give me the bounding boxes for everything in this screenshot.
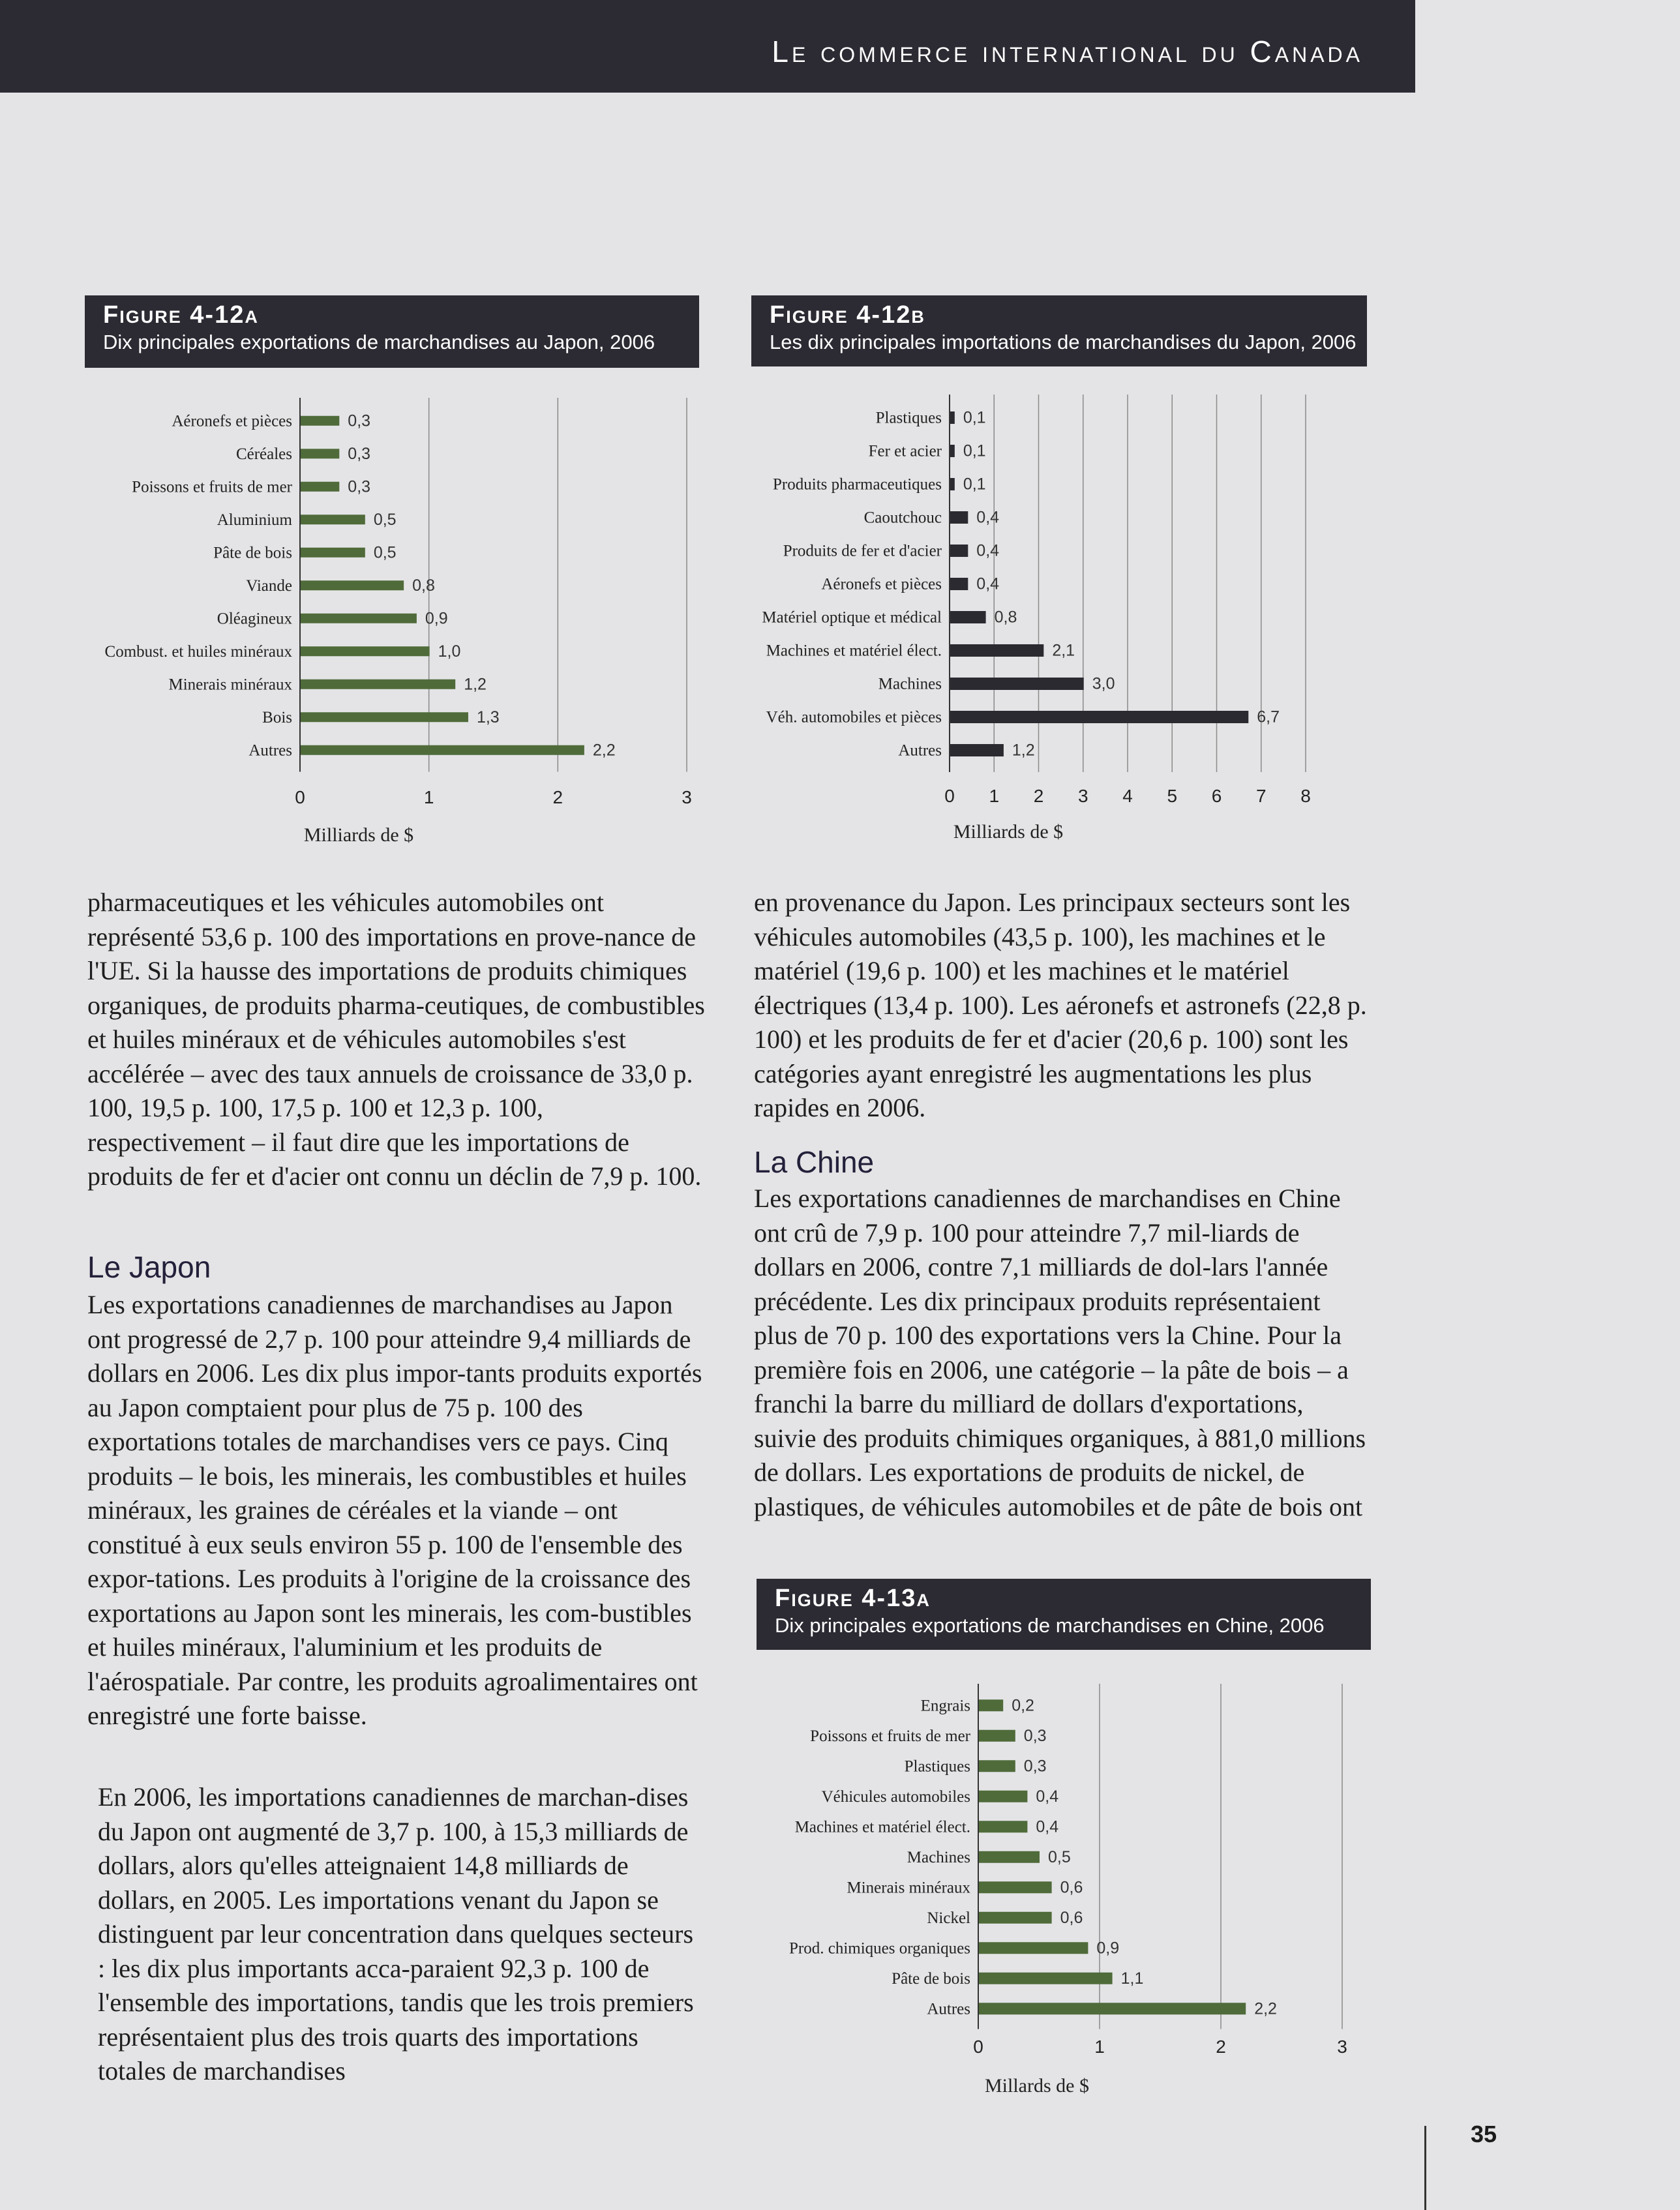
bar [979, 1973, 1113, 1984]
category-label: Aéronefs et pièces [821, 575, 942, 593]
x-tick-label: 0 [295, 787, 305, 807]
data-label: 0,2 [1012, 1696, 1034, 1715]
bar [950, 478, 955, 490]
x-tick-label: 1 [423, 787, 434, 807]
bar [979, 1760, 1015, 1772]
category-label: Autres [898, 741, 942, 760]
bar [979, 1881, 1052, 1893]
bar [301, 646, 430, 656]
x-tick-label: 7 [1255, 786, 1267, 806]
data-label: 0,9 [1096, 1939, 1120, 1958]
body-paragraph: pharmaceutiques et les véhicules automobiles ont représenté 53,6 p. 100 des importations en prove-nance de l'UE. Si la hausse des importations de produits chimiques organiques, de produits pharma-ceutiques, de combustibles et huiles minéraux et de véhicules automobiles s'est accélérée – avec des taux annuels de croissance de 33,0 p. 100, 19,5 p. 100, 17,5 p. 100 et 12,3 p. 100, respectivement – il faut dire que les importations de produits de fer et d'acier ont connu un déclin de 7,9 p. 100. [87, 888, 705, 1191]
bar [301, 614, 417, 623]
x-tick-label: 3 [1077, 786, 1088, 806]
bar [979, 1821, 1027, 1832]
running-header-title: Le commerce international du Canada [772, 35, 1363, 68]
category-label: Bois [262, 708, 292, 726]
data-label: 2,2 [592, 741, 616, 760]
x-tick-label: 5 [1167, 786, 1178, 806]
figure-4-13a-header [757, 1579, 1371, 1650]
data-label: 1,3 [476, 708, 500, 726]
bar-chart-svg [757, 1675, 1383, 2105]
category-label: Plastiques [904, 1757, 970, 1776]
category-label: Poissons et fruits de mer [132, 478, 292, 496]
bar [979, 1730, 1015, 1742]
left-column-paragraph-3 [98, 1780, 707, 2089]
bar-chart-svg [751, 391, 1377, 861]
bar [301, 548, 365, 558]
data-label: 2,2 [1254, 1999, 1277, 2018]
bar [950, 644, 1043, 657]
data-label: 1,2 [1012, 741, 1035, 760]
data-label: 0,1 [963, 441, 986, 460]
x-tick-label: 3 [1337, 2037, 1347, 2057]
bar [301, 745, 584, 755]
figure-label: Figure 4-13a [775, 1585, 931, 1612]
figure-label: Figure 4-12a [103, 301, 259, 329]
body-paragraph: en provenance du Japon. Les principaux secteurs sont les véhicules automobiles (43,5 p. 100), les machines et le matériel (19,6 p. 100) et les machines et le matériel électriques (13,4 p. 100). Les aéronefs et astronefs (22,8 p. 100) et les produits de fer et d'acier (20,6 p. 100) sont les catégories ayant enregistré les augmentations les plus rapides en 2006. [754, 888, 1367, 1122]
category-label: Engrais [920, 1697, 970, 1715]
x-tick-label: 4 [1122, 786, 1133, 806]
category-label: Minerais minéraux [168, 676, 292, 694]
bar [301, 712, 468, 722]
bar [301, 679, 455, 689]
category-label: Matériel optique et médical [762, 608, 942, 627]
right-column-paragraph-1 [754, 886, 1370, 1126]
category-label: Machines [878, 675, 942, 693]
data-label: 0,3 [1023, 1726, 1047, 1745]
x-tick-label: 0 [973, 2037, 983, 2057]
data-label: 0,4 [976, 575, 1000, 593]
figure-4-12b-header [751, 295, 1367, 366]
data-label: 0,8 [994, 608, 1017, 627]
data-label: 0,4 [976, 541, 1000, 560]
page-number: 35 [1471, 2121, 1497, 2147]
category-label: Céréales [235, 445, 292, 463]
bar [301, 515, 365, 524]
data-label: 0,5 [373, 510, 397, 529]
category-label: Autres [927, 2000, 970, 2018]
category-label: Fer et acier [868, 442, 942, 460]
bar [950, 578, 968, 590]
category-label: Machines et matériel élect. [794, 1818, 970, 1836]
figure-label: Figure 4-12b [770, 301, 925, 329]
bar [950, 445, 955, 457]
bar-chart-svg [85, 391, 711, 861]
data-label: 0,3 [348, 444, 371, 463]
x-tick-label: 3 [682, 787, 692, 807]
bar [979, 1851, 1040, 1863]
body-paragraph: Les exportations canadiennes de marchandises en Chine ont crû de 7,9 p. 100 pour atteindre 7,7 mil-liards de dollars en 2006, contre 7,1 milliards de dol-lars l'année précédente. Les dix principaux produits représentaient plus de 70 p. 100 des exportations vers la Chine. Pour la première fois en 2006, une catégorie – la pâte de bois – a franchi la barre du milliard de dollars d'exportations, suivie des produits chimiques organiques, à 881,0 millions de dollars. Les exportations de produits de nickel, de plastiques, de véhicules automobiles et de pâte de bois ont [754, 1184, 1366, 1521]
x-axis-title: Milliards de $ [303, 824, 414, 846]
data-label: 0,3 [348, 477, 371, 496]
data-label: 6,7 [1257, 708, 1280, 726]
bar [950, 611, 986, 623]
category-label: Autres [248, 741, 292, 760]
x-tick-label: 0 [944, 786, 955, 806]
x-tick-label: 2 [1216, 2037, 1226, 2057]
figure-4-12a-header [85, 295, 699, 368]
data-label: 0,4 [1036, 1817, 1059, 1836]
right-column-paragraph-2 [754, 1182, 1370, 1524]
x-tick-label: 6 [1211, 786, 1222, 806]
data-label: 2,1 [1052, 641, 1075, 660]
data-label: 1,1 [1120, 1969, 1144, 1988]
data-label: 0,6 [1060, 1878, 1083, 1897]
bar [950, 545, 968, 557]
x-axis-title: Millards de $ [985, 2075, 1089, 2097]
data-label: 0,5 [373, 543, 397, 562]
x-tick-label: 2 [1033, 786, 1044, 806]
data-label: 1,0 [438, 642, 461, 661]
data-label: 0,3 [1023, 1757, 1047, 1776]
category-label: Machines et matériel élect. [766, 642, 942, 660]
category-label: Caoutchouc [863, 509, 942, 527]
data-label: 0,8 [412, 576, 435, 595]
left-column-paragraph-1 [87, 886, 707, 1194]
category-label: Véhicules automobiles [821, 1787, 970, 1806]
bar [950, 744, 1004, 756]
bar [950, 711, 1248, 723]
category-label: Oléagineux [217, 610, 292, 628]
chart-figure-4-13a [757, 1675, 1383, 2105]
bar [950, 678, 1084, 690]
category-label: Produits pharmaceutiques [773, 475, 942, 494]
category-label: Nickel [927, 1909, 970, 1927]
x-tick-label: 2 [552, 787, 563, 807]
bar [979, 1942, 1088, 1954]
category-label: Produits de fer et d'acier [783, 542, 942, 560]
body-paragraph: Les exportations canadiennes de marchandises au Japon ont progressé de 2,7 p. 100 pour atteindre 9,4 milliards de dollars en 2006. Les dix plus impor-tants produits exportés au Japon comptaient pour plus de 75 p. 100 des exportations totales de marchandises vers ce pays. Cinq produits – le bois, les minerais, les combustibles et huiles minéraux, les graines de céréales et la viande – ont constitué à eux seuls environ 55 p. 100 de l'ensemble des expor-tations. Les produits à l'origine de la croissance des exportations au Japon sont les minerais, les com-bustibles et huiles minéraux, l'aluminium et les produits de l'aérospatiale. Par contre, les produits agroalimentaires ont enregistré une forte baisse. [87, 1290, 702, 1730]
chart-figure-4-12b [751, 391, 1377, 861]
category-label: Minerais minéraux [847, 1879, 970, 1897]
section-heading-japon: Le Japon [87, 1250, 211, 1284]
section-heading-chine: La Chine [754, 1145, 875, 1179]
category-label: Machines [907, 1848, 970, 1866]
x-tick-label: 1 [989, 786, 1000, 806]
left-column-paragraph-2 [87, 1288, 707, 1733]
category-label: Aluminium [217, 511, 292, 529]
data-label: 0,4 [1036, 1787, 1059, 1806]
x-axis-title: Milliards de $ [953, 821, 1064, 843]
bar [301, 449, 339, 458]
x-tick-label: 8 [1300, 786, 1311, 806]
category-label: Poissons et fruits de mer [810, 1727, 970, 1745]
category-label: Véh. automobiles et pièces [766, 708, 942, 726]
bar [979, 1699, 1003, 1711]
category-label: Aéronefs et pièces [172, 412, 292, 430]
data-label: 0,3 [348, 411, 371, 430]
data-label: 0,4 [976, 508, 1000, 527]
data-label: 0,6 [1060, 1908, 1083, 1927]
data-label: 3,0 [1092, 674, 1115, 693]
data-label: 0,1 [963, 475, 986, 494]
category-label: Plastiques [875, 409, 942, 427]
running-header-bar [0, 0, 1415, 93]
bar [301, 482, 339, 492]
category-label: Combust. et huiles minéraux [104, 642, 292, 661]
bar [979, 1791, 1027, 1802]
category-label: Pâte de bois [213, 544, 292, 562]
bar [979, 2003, 1246, 2014]
figure-title: Les dix principales importations de marchandises du Japon, 2006 [770, 331, 1357, 353]
body-paragraph: En 2006, les importations canadiennes de marchan-dises du Japon ont augmenté de 3,7 p. 100, à 15,3 milliards de dollars, alors qu'elles atteignaient 14,8 milliards de dollars, en 2005. Les importations venant du Japon se distinguent par leur concentration dans quelques secteurs : les dix plus importants acca-paraient 92,3 p. 100 de l'ensemble des importations, tandis que les trois premiers représentaient plus des trois quarts des importations totales de marchandises [98, 1782, 694, 2085]
category-label: Pâte de bois [892, 1969, 970, 1988]
chart-figure-4-12a [85, 391, 711, 861]
bar [301, 416, 339, 426]
data-label: 0,1 [963, 408, 986, 427]
data-label: 1,2 [464, 675, 487, 694]
x-tick-label: 1 [1094, 2037, 1105, 2057]
data-label: 0,9 [425, 609, 448, 628]
bar [950, 411, 955, 424]
data-label: 0,5 [1048, 1847, 1071, 1866]
category-label: Prod. chimiques organiques [789, 1939, 970, 1958]
figure-title: Dix principales exportations de marchandises au Japon, 2006 [103, 331, 655, 353]
bar [950, 511, 968, 524]
category-label: Viande [246, 576, 292, 595]
bar [979, 1912, 1052, 1924]
figure-title: Dix principales exportations de marchandises en Chine, 2006 [775, 1614, 1325, 1637]
page-number-rule [1424, 2126, 1426, 2210]
bar [301, 580, 404, 590]
